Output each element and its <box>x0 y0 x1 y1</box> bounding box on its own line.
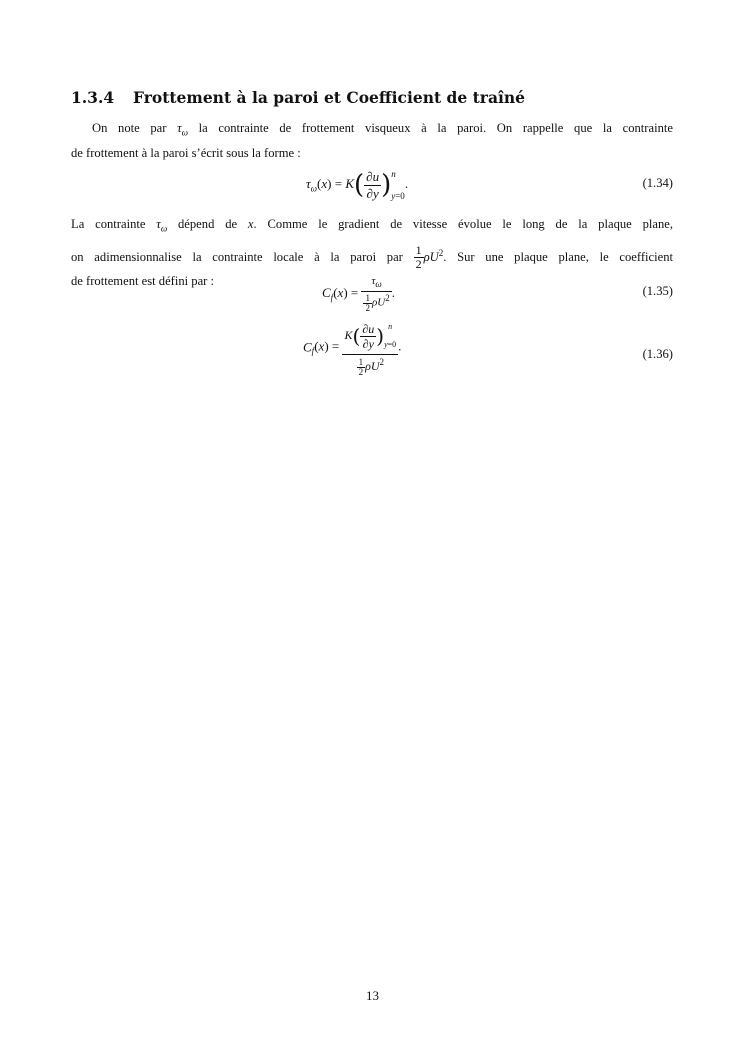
page-number: 13 <box>366 988 379 1003</box>
paragraph-line: La contrainte $\tau_\omega$ dépend de x. Comme le gradient de vitesse évolue le long de la plaque plane, <box>71 217 673 234</box>
equation-number: (1.35) <box>642 284 673 298</box>
paragraph-line: de frottement à la paroi s’écrit sous la forme : <box>71 145 301 160</box>
equation-1-35: $C_f(x)$ = $\tau_\omega$ $\frac{1}{2}$ $\rho U^2$ . <box>322 275 395 313</box>
paragraph-line: On note par $\tau_\omega$ la contrainte de frottement visqueux à la paroi. On rappelle que la contrainte <box>92 121 673 138</box>
section-heading <box>71 88 525 107</box>
paragraph-intro <box>71 118 673 163</box>
paragraph-line: on adimensionnalise la contrainte locale à la paroi par $\frac{1}{2}$ $\rho U^2$. Sur une plaque plane, le coefficient <box>71 243 673 272</box>
section-title-text: Frottement à la paroi et Coefficient de traîné <box>133 88 526 107</box>
equation-1-34: $\tau_\omega(x) = K$( $\frac{\partial u}{\partial y}$ ) n y=0 . <box>306 168 409 201</box>
section-number: 1.3.4 <box>71 88 115 107</box>
equation-number: (1.34) <box>642 176 673 190</box>
paragraph-line: de frottement est défini par : <box>71 274 215 289</box>
equation-1-36: $C_f(x)$ = K( $\frac{\partial u}{\partial y}$ ) n y=0 $\frac{1}{2}$ $\rho U^2$ . <box>303 321 402 377</box>
equation-number: (1.36) <box>642 347 673 361</box>
